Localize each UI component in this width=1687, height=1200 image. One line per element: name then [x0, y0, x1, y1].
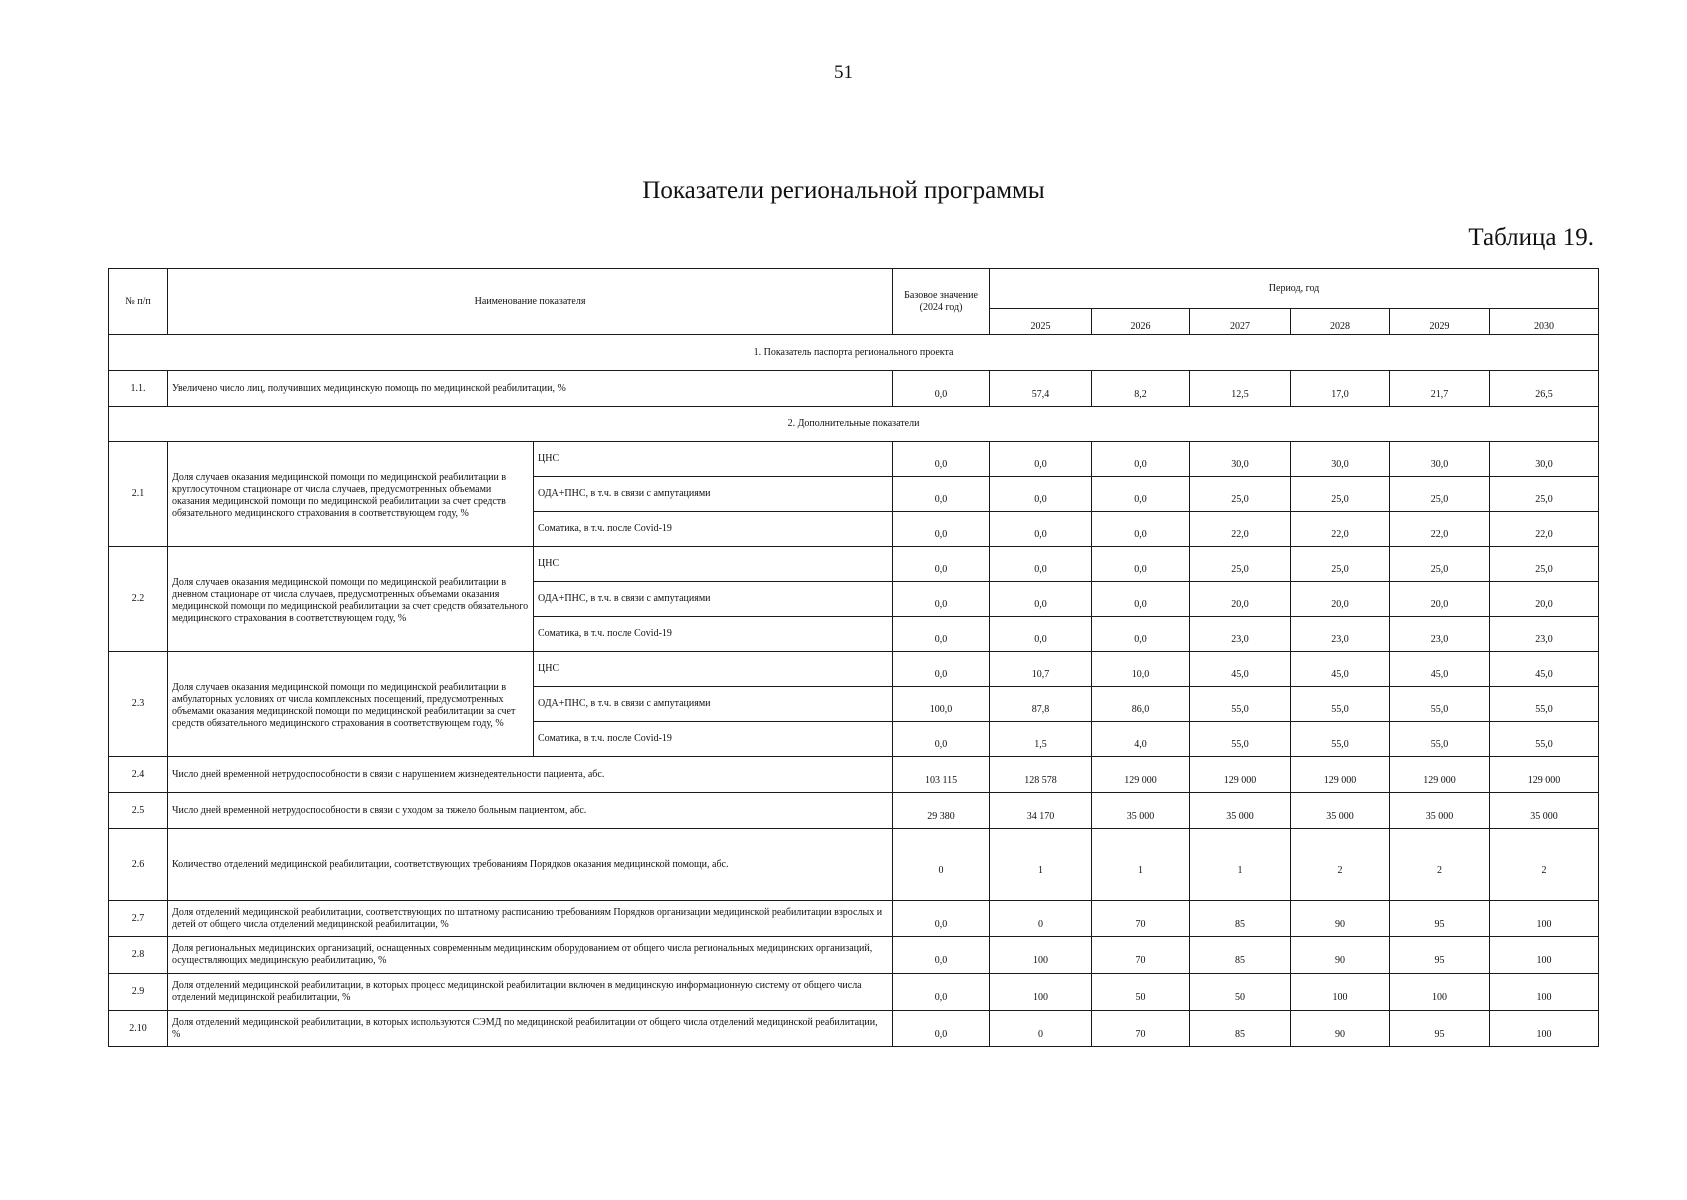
year-value-cell: 35 000: [1490, 793, 1599, 829]
year-value-cell: 30,0: [1291, 442, 1390, 477]
year-value-cell: 22,0: [1390, 512, 1490, 547]
year-value-cell: 100: [1291, 974, 1390, 1011]
base-value-cell: 0: [893, 829, 990, 901]
year-value-cell: 55,0: [1490, 687, 1599, 722]
table-row: [109, 547, 1599, 582]
year-value-cell: 4,0: [1092, 722, 1190, 757]
year-value-cell: 25,0: [1291, 477, 1390, 512]
year-value-cell: 85: [1190, 901, 1291, 937]
year-value-cell: 95: [1390, 1011, 1490, 1047]
sub-indicator-label: ОДА+ПНС, в т.ч. в связи с ампутациями: [534, 687, 893, 722]
base-value-cell: 0,0: [893, 442, 990, 477]
header-base: Базовое значение (2024 год): [893, 269, 990, 335]
year-value-cell: 23,0: [1390, 617, 1490, 652]
year-value-cell: 17,0: [1291, 371, 1390, 407]
year-value-cell: 129 000: [1390, 757, 1490, 793]
header-year: 2029: [1390, 309, 1490, 335]
year-value-cell: 50: [1190, 974, 1291, 1011]
row-number: 2.10: [109, 1011, 168, 1047]
indicator-name: Доля случаев оказания медицинской помощи по медицинской реабилитации в амбулаторных условиях от числа комплексных посещений, предусмотренных объемами оказания медицинской помощи по медицинской реабилитации за счет средств обязательного медицинского страхования в соответствующем году, %: [168, 652, 534, 757]
year-value-cell: 30,0: [1190, 442, 1291, 477]
year-value-cell: 0,0: [1092, 512, 1190, 547]
year-value-cell: 129 000: [1490, 757, 1599, 793]
header-name: Наименование показателя: [168, 269, 893, 335]
base-value-cell: 0,0: [893, 722, 990, 757]
year-value-cell: 25,0: [1390, 477, 1490, 512]
year-value-cell: 100: [990, 937, 1092, 974]
table-row: [109, 757, 1599, 793]
year-value-cell: 25,0: [1190, 547, 1291, 582]
indicator-name: Число дней временной нетрудоспособности в связи с уходом за тяжело больным пациентом, абс.: [168, 793, 893, 829]
row-number: 2.7: [109, 901, 168, 937]
year-value-cell: 55,0: [1291, 687, 1390, 722]
year-value-cell: 1: [1190, 829, 1291, 901]
year-value-cell: 90: [1291, 901, 1390, 937]
sub-indicator-label: Соматика, в т.ч. после Covid-19: [534, 512, 893, 547]
row-number: 2.5: [109, 793, 168, 829]
year-value-cell: 55,0: [1190, 687, 1291, 722]
year-value-cell: 45,0: [1190, 652, 1291, 687]
base-value-cell: 0,0: [893, 1011, 990, 1047]
sub-indicator-label: ЦНС: [534, 547, 893, 582]
year-value-cell: 0,0: [990, 512, 1092, 547]
base-value-cell: 0,0: [893, 512, 990, 547]
year-value-cell: 35 000: [1092, 793, 1190, 829]
year-value-cell: 35 000: [1190, 793, 1291, 829]
year-value-cell: 100: [1490, 1011, 1599, 1047]
indicator-name: Число дней временной нетрудоспособности в связи с нарушением жизнедеятельности пациента, абс.: [168, 757, 893, 793]
year-value-cell: 55,0: [1190, 722, 1291, 757]
year-value-cell: 45,0: [1291, 652, 1390, 687]
year-value-cell: 0,0: [1092, 582, 1190, 617]
section-row: [109, 335, 1599, 371]
row-number: 2.2: [109, 547, 168, 652]
year-value-cell: 50: [1092, 974, 1190, 1011]
year-value-cell: 34 170: [990, 793, 1092, 829]
year-value-cell: 23,0: [1291, 617, 1390, 652]
year-value-cell: 1: [990, 829, 1092, 901]
year-value-cell: 100: [1390, 974, 1490, 1011]
header-year: 2030: [1490, 309, 1599, 335]
sub-indicator-label: Соматика, в т.ч. после Covid-19: [534, 722, 893, 757]
base-value-cell: 0,0: [893, 477, 990, 512]
year-value-cell: 70: [1092, 1011, 1190, 1047]
year-value-cell: 55,0: [1490, 722, 1599, 757]
year-value-cell: 23,0: [1490, 617, 1599, 652]
year-value-cell: 0,0: [990, 617, 1092, 652]
indicator-name: Увеличено число лиц, получивших медицинскую помощь по медицинской реабилитации, %: [168, 371, 893, 407]
year-value-cell: 2: [1291, 829, 1390, 901]
year-value-cell: 55,0: [1291, 722, 1390, 757]
header-num: № п/п: [109, 269, 168, 335]
year-value-cell: 0,0: [990, 547, 1092, 582]
base-value-cell: 0,0: [893, 371, 990, 407]
year-value-cell: 12,5: [1190, 371, 1291, 407]
year-value-cell: 57,4: [990, 371, 1092, 407]
base-value-cell: 103 115: [893, 757, 990, 793]
year-value-cell: 20,0: [1490, 582, 1599, 617]
year-value-cell: 55,0: [1390, 687, 1490, 722]
base-value-cell: 0,0: [893, 937, 990, 974]
base-value-cell: 0,0: [893, 974, 990, 1011]
sub-indicator-label: ОДА+ПНС, в т.ч. в связи с ампутациями: [534, 477, 893, 512]
row-number: 1.1.: [109, 371, 168, 407]
indicator-name: Доля региональных медицинских организаций, оснащенных современным медицинским оборудованием от общего числа региональных медицинских организаций, осуществляющих медицинскую реабилитацию, %: [168, 937, 893, 974]
indicator-name: Количество отделений медицинской реабилитации, соответствующих требованиям Порядков оказания медицинской помощи, абс.: [168, 829, 893, 901]
year-value-cell: 129 000: [1092, 757, 1190, 793]
year-value-cell: 55,0: [1390, 722, 1490, 757]
indicators-table: [108, 268, 1599, 1047]
year-value-cell: 20,0: [1291, 582, 1390, 617]
table-row: [109, 442, 1599, 477]
indicator-name: Доля случаев оказания медицинской помощи по медицинской реабилитации в дневном стационаре от числа случаев, предусмотренных объемами оказания медицинской помощи по медицинской реабилитации за счет средств обязательного медицинского страхования в соответствующем году, %: [168, 547, 534, 652]
table-row: [109, 1011, 1599, 1047]
year-value-cell: 22,0: [1291, 512, 1390, 547]
row-number: 2.6: [109, 829, 168, 901]
year-value-cell: 100: [1490, 974, 1599, 1011]
year-value-cell: 85: [1190, 1011, 1291, 1047]
year-value-cell: 85: [1190, 937, 1291, 974]
base-value-cell: 0,0: [893, 652, 990, 687]
year-value-cell: 87,8: [990, 687, 1092, 722]
year-value-cell: 100: [1490, 901, 1599, 937]
year-value-cell: 8,2: [1092, 371, 1190, 407]
year-value-cell: 95: [1390, 937, 1490, 974]
year-value-cell: 20,0: [1390, 582, 1490, 617]
base-value-cell: 0,0: [893, 901, 990, 937]
year-value-cell: 95: [1390, 901, 1490, 937]
year-value-cell: 2: [1490, 829, 1599, 901]
year-value-cell: 10,0: [1092, 652, 1190, 687]
document-title: Показатели региональной программы: [642, 177, 1045, 204]
year-value-cell: 1: [1092, 829, 1190, 901]
base-value-cell: 100,0: [893, 687, 990, 722]
year-value-cell: 0,0: [990, 582, 1092, 617]
row-number: 2.1: [109, 442, 168, 547]
table-row: [109, 371, 1599, 407]
sub-indicator-label: ЦНС: [534, 442, 893, 477]
year-value-cell: 35 000: [1390, 793, 1490, 829]
year-value-cell: 45,0: [1390, 652, 1490, 687]
year-value-cell: 45,0: [1490, 652, 1599, 687]
year-value-cell: 25,0: [1490, 547, 1599, 582]
base-value-cell: 0,0: [893, 547, 990, 582]
base-value-cell: 29 380: [893, 793, 990, 829]
sub-indicator-label: ОДА+ПНС, в т.ч. в связи с ампутациями: [534, 582, 893, 617]
year-value-cell: 86,0: [1092, 687, 1190, 722]
table-row: [109, 793, 1599, 829]
year-value-cell: 0,0: [1092, 442, 1190, 477]
section-heading: 2. Дополнительные показатели: [109, 407, 1599, 442]
year-value-cell: 70: [1092, 901, 1190, 937]
year-value-cell: 20,0: [1190, 582, 1291, 617]
year-value-cell: 10,7: [990, 652, 1092, 687]
year-value-cell: 0,0: [990, 477, 1092, 512]
year-value-cell: 25,0: [1291, 547, 1390, 582]
row-number: 2.4: [109, 757, 168, 793]
year-value-cell: 129 000: [1291, 757, 1390, 793]
table-row: [109, 652, 1599, 687]
year-value-cell: 21,7: [1390, 371, 1490, 407]
table-row: [109, 901, 1599, 937]
year-value-cell: 100: [990, 974, 1092, 1011]
year-value-cell: 128 578: [990, 757, 1092, 793]
year-value-cell: 100: [1490, 937, 1599, 974]
indicator-name: Доля отделений медицинской реабилитации, в которых процесс медицинской реабилитации включен в медицинскую информационную систему от общего числа отделений медицинской реабилитации, %: [168, 974, 893, 1011]
sub-indicator-label: Соматика, в т.ч. после Covid-19: [534, 617, 893, 652]
year-value-cell: 22,0: [1490, 512, 1599, 547]
year-value-cell: 90: [1291, 937, 1390, 974]
row-number: 2.8: [109, 937, 168, 974]
year-value-cell: 35 000: [1291, 793, 1390, 829]
section-row: [109, 407, 1599, 442]
year-value-cell: 30,0: [1490, 442, 1599, 477]
year-value-cell: 0,0: [1092, 617, 1190, 652]
year-value-cell: 0,0: [1092, 547, 1190, 582]
row-number: 2.9: [109, 974, 168, 1011]
header-year: 2027: [1190, 309, 1291, 335]
table-row: [109, 974, 1599, 1011]
header-year: 2026: [1092, 309, 1190, 335]
year-value-cell: 25,0: [1390, 547, 1490, 582]
table-row: [109, 829, 1599, 901]
year-value-cell: 0,0: [990, 442, 1092, 477]
year-value-cell: 26,5: [1490, 371, 1599, 407]
sub-indicator-label: ЦНС: [534, 652, 893, 687]
base-value-cell: 0,0: [893, 617, 990, 652]
header-year: 2025: [990, 309, 1092, 335]
year-value-cell: 1,5: [990, 722, 1092, 757]
indicator-name: Доля отделений медицинской реабилитации, соответствующих по штатному расписанию требованиям Порядков организации медицинской реабилитации взрослых и детей от общего числа отделений медицинской реабилитации, %: [168, 901, 893, 937]
year-value-cell: 129 000: [1190, 757, 1291, 793]
year-value-cell: 0,0: [1092, 477, 1190, 512]
base-value-cell: 0,0: [893, 582, 990, 617]
year-value-cell: 25,0: [1190, 477, 1291, 512]
year-value-cell: 2: [1390, 829, 1490, 901]
year-value-cell: 0: [990, 1011, 1092, 1047]
page-number: 51: [834, 62, 853, 83]
header-year: 2028: [1291, 309, 1390, 335]
indicator-name: Доля отделений медицинской реабилитации, в которых используются СЭМД по медицинской реабилитации от общего числа отделений медицинской реабилитации, %: [168, 1011, 893, 1047]
year-value-cell: 25,0: [1490, 477, 1599, 512]
section-heading: 1. Показатель паспорта регионального проекта: [109, 335, 1599, 371]
header-period: Период, год: [990, 269, 1599, 309]
indicator-name: Доля случаев оказания медицинской помощи по медицинской реабилитации в круглосуточном стационаре от числа случаев, предусмотренных объемами оказания медицинской помощи по медицинской реабилитации за счет средств обязательного медицинского страхования в соответствующем году, %: [168, 442, 534, 547]
year-value-cell: 22,0: [1190, 512, 1291, 547]
year-value-cell: 0: [990, 901, 1092, 937]
year-value-cell: 23,0: [1190, 617, 1291, 652]
year-value-cell: 70: [1092, 937, 1190, 974]
year-value-cell: 30,0: [1390, 442, 1490, 477]
row-number: 2.3: [109, 652, 168, 757]
year-value-cell: 90: [1291, 1011, 1390, 1047]
table-row: [109, 937, 1599, 974]
table-caption: Таблица 19.: [1468, 224, 1594, 251]
